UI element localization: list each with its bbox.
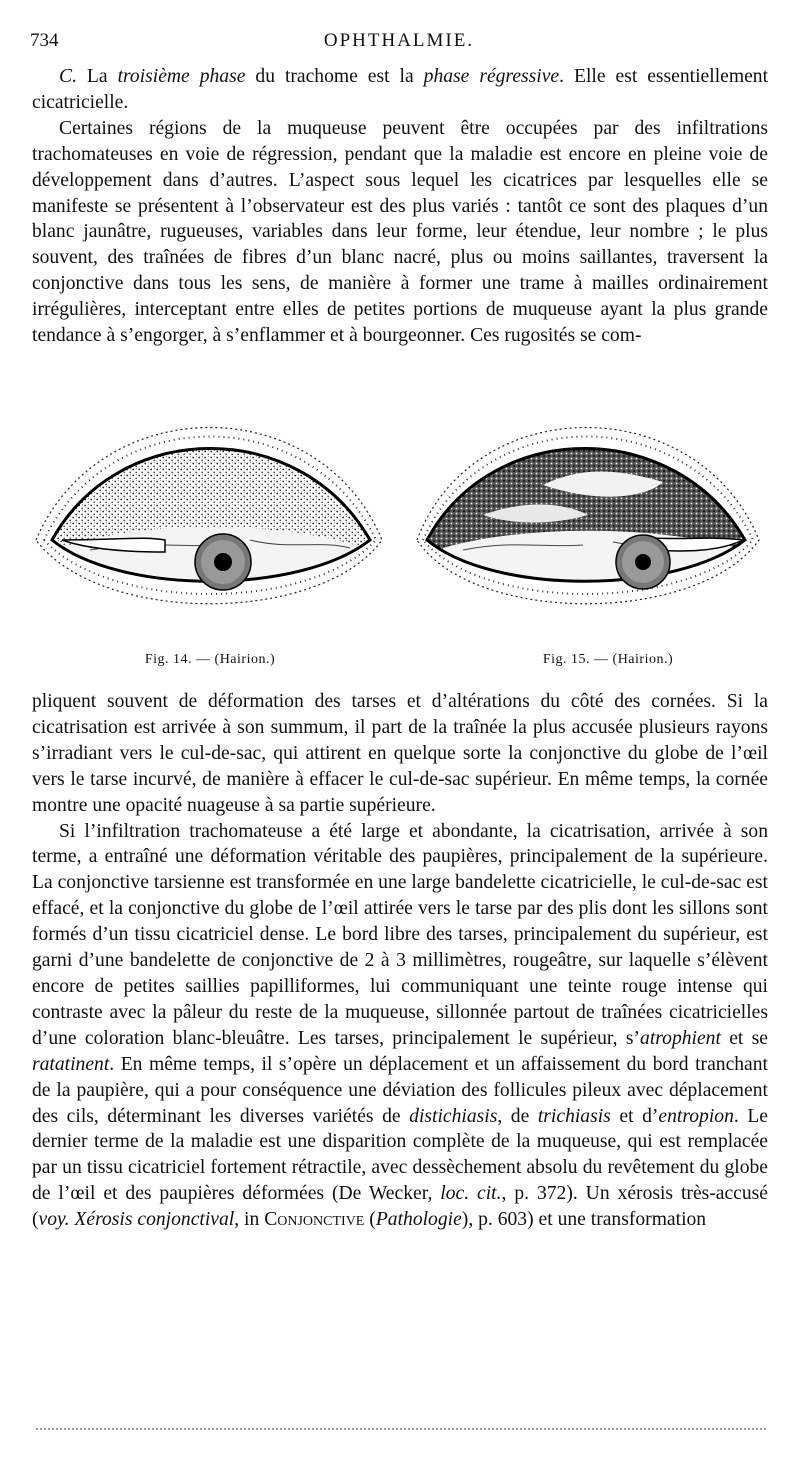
text-run: . Le dernier terme de la maladie est une disparition complète de la muqueuse, qui est remplacée par un tissu cicatriciel fortement rétractile, avec dessèchement absolu du revêtement du globe de l’œil et des paupières déformées (De Wecker, bbox=[32, 1105, 769, 1205]
eye-illustration-fig15 bbox=[413, 390, 773, 650]
italic-term: trichiasis bbox=[537, 1105, 611, 1127]
text-block-bottom bbox=[32, 689, 768, 1233]
italic-term: voy. Xérosis conjonctival bbox=[38, 1209, 235, 1231]
italic-term: phase régressive bbox=[423, 66, 560, 87]
text-run: du trachome est la bbox=[245, 66, 424, 87]
text-run: Si l’infiltration trachomateuse a été large et abondante, la cicatrisation, arrivée à son terme, a entraîné une déformation véritable des paupières, principalement de la supérieure. La conjonctive tarsienne est transformée en une large bandelette cicatricielle, le cul-de-sac est effacé, et la conjonctive du globe de l’œil attirée vers le tarse par des plis dont les sillons sont formés d’un tissu cicatriciel dense. Le bord libre des tarses, principalement du supérieur, est garni d’une bandelette de conjonctive de 2 à 3 millimètres, rougeâtre, sur laquelle s’élèvent encore de petites saillies papilliformes, lui communiquant une teinte rouge intense qui contraste avec la pâleur du reste de la muqueuse, sillonnée partout de traînées cicatricielles d’une coloration blanc-bleuâtre. Les tarses, principalement le supérieur, s’ bbox=[32, 820, 768, 1049]
text-run: et d’ bbox=[610, 1105, 659, 1127]
italic-term: atrophient bbox=[640, 1027, 721, 1049]
running-title: OPHTHALMIE. bbox=[323, 30, 475, 51]
figures-row bbox=[30, 390, 770, 685]
figure-caption: Fig. 14. — (Hairion.) bbox=[144, 652, 276, 667]
paragraph-phase-c bbox=[32, 64, 768, 116]
text-block-top bbox=[32, 64, 768, 349]
text-run: ), p. 603) et une transformation bbox=[461, 1209, 707, 1231]
text-run: , de bbox=[497, 1105, 538, 1127]
figure-15 bbox=[413, 390, 773, 685]
text-run: . Elle est essentiellement cicatricielle. bbox=[32, 66, 769, 113]
figure-14 bbox=[30, 390, 390, 685]
section-label: C. bbox=[59, 66, 77, 87]
smallcaps-term: Conjonctive bbox=[264, 1209, 365, 1231]
italic-term: loc. cit. bbox=[440, 1183, 502, 1205]
text-run: , in bbox=[234, 1209, 265, 1231]
footer-rule bbox=[36, 1428, 766, 1430]
text-run: La bbox=[76, 66, 118, 87]
italic-term: distichiasis bbox=[409, 1105, 498, 1127]
text-run: , p. 372). Un xérosis très-accusé ( bbox=[32, 1183, 769, 1231]
italic-term: ratatinent bbox=[32, 1053, 110, 1075]
italic-term: troisième phase bbox=[117, 66, 246, 87]
text-run: ( bbox=[364, 1209, 376, 1231]
paragraph-cicatrices: Certaines régions de la muqueuse peuvent être occupées par des infiltrations trachomateuses en voie de régression, pendant que la maladie est encore en pleine voie de développement dans d’autres. L’aspect sous lequel les cicatrices par lesquelles elle se manifeste se présentent à l’observateur est des plus variés : tantôt ce sont des plaques d’un blanc jaunâtre, rugueuses, variables dans leur forme, leur étendue, leur nombre ; le plus souvent, des traînées de fibres d’un blanc nacré, plus ou moins saillantes, traversent la conjonctive dans tous les sens, de manière à former une trame à mailles ordinairement irrégulières, interceptant entre elles de petites portions de muqueuse ayant la plus grande tendance à s’engorger, à s’enflammer et à bourgeonner. Ces rugosités se com- bbox=[32, 117, 768, 347]
eye-illustration-fig14 bbox=[30, 390, 390, 650]
page-header bbox=[30, 30, 768, 60]
paragraph-continuation: pliquent souvent de déformation des tarses et d’altérations du côté des cornées. Si la cicatrisation est arrivée à son summum, il part de la traînée la plus accusée plusieurs rayons s’irradiant vers le cul-de-sac, qui attirent en quelque sorte la conjonctive du globe de l’œil vers le tarse incurvé, de manière à effacer le cul-de-sac supérieur. En même temps, la cornée montre une opacité nuageuse à sa partie supérieure. bbox=[32, 691, 768, 816]
page-number: 734 bbox=[30, 30, 59, 51]
text-run: et se bbox=[720, 1027, 768, 1049]
figure-caption: Fig. 15. — (Hairion.) bbox=[542, 652, 674, 667]
text-run: . En même temps, il s’opère un déplacement et un affaissement du bord tranchant de la paupière, qui a pour conséquence une déviation des follicules pileux avec déplacement des cils, déterminant les diverses variétés de bbox=[32, 1053, 768, 1127]
italic-term: Pathologie bbox=[375, 1209, 462, 1231]
paragraph-infiltration bbox=[32, 819, 768, 1234]
italic-term: entropion bbox=[658, 1105, 734, 1127]
